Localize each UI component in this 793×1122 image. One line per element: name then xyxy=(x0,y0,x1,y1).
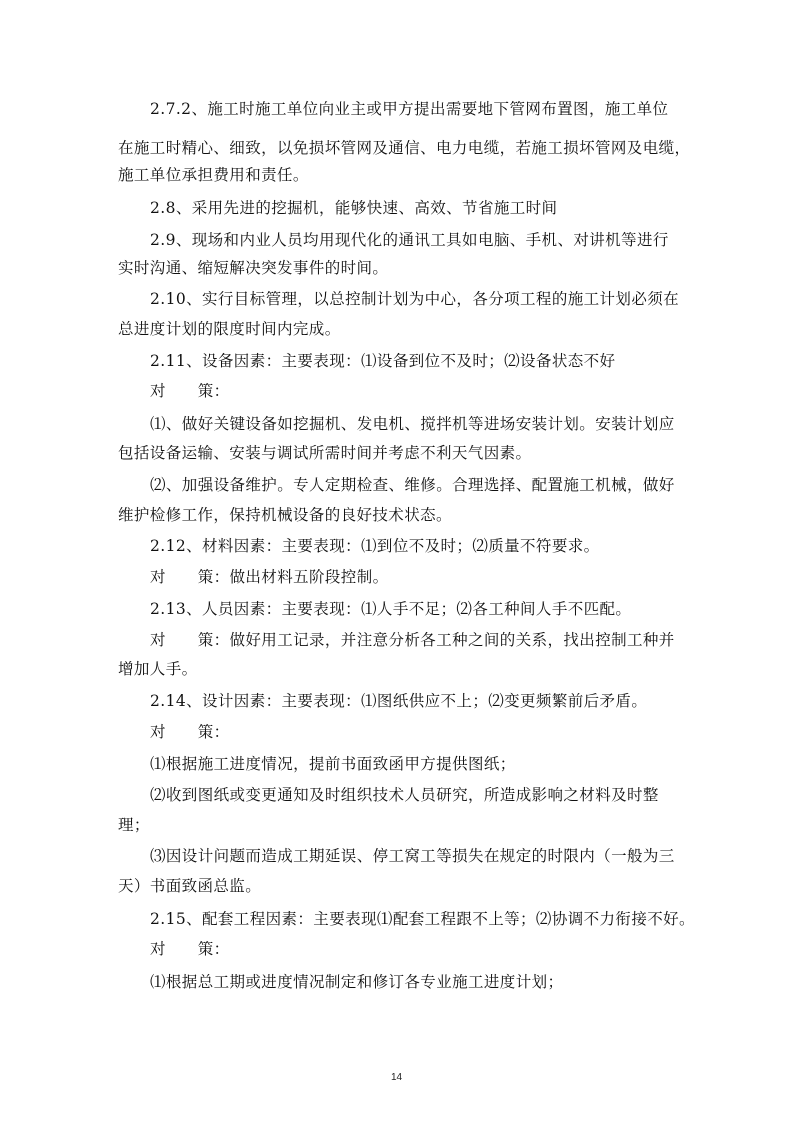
text-line-20: 2.14、设计因素：主要表现：⑴图纸供应不上；⑵变更频繁前后矛盾。 xyxy=(150,692,648,710)
text-line-25: ⑶因设计问题而造成工期延误、停工窝工等损失在规定的时限内（一般为三 xyxy=(150,847,675,865)
text-line-2: 在施工时精心、细致，以免损坏管网及通信、电力电缆，若施工损坏管网及电缆， xyxy=(118,139,691,157)
text-line-5: 2.9、现场和内业人员均用现代化的通讯工具如电脑、手机、对讲机等进行 xyxy=(150,231,669,249)
text-line-29: ⑴根据总工期或进度情况制定和修订各专业施工进度计划； xyxy=(150,973,564,991)
text-line-9: 2.11、设备因素：主要表现：⑴设备到位不及时；⑵设备状态不好 xyxy=(150,352,616,370)
text-line-15: 2.12、材料因素：主要表现：⑴到位不及时；⑵质量不符要求。 xyxy=(150,537,600,555)
page-number: 14 xyxy=(390,1072,403,1083)
text-line-23: ⑵收到图纸或变更通知及时组织技术人员研究，所造成影响之材料及时整 xyxy=(150,786,659,804)
text-line-22: ⑴根据施工进度情况，提前书面致函甲方提供图纸； xyxy=(150,755,516,773)
text-line-11: ⑴、做好关键设备如挖掘机、发电机、搅拌机等进场安装计划。安装计划应 xyxy=(150,415,675,433)
text-line-12: 包括设备运输、安装与调试所需时间并考虑不利天气因素。 xyxy=(118,444,532,462)
text-line-6: 实时沟通、缩短解决突发事件的时间。 xyxy=(118,259,389,277)
text-line-28: 对 策： xyxy=(150,940,230,958)
text-line-17: 2.13、人员因素：主要表现：⑴人手不足；⑵各工种间人手不匹配。 xyxy=(150,600,632,618)
text-line-16: 对 策：做出材料五阶段控制。 xyxy=(150,568,389,586)
text-line-27: 2.15、配套工程因素：主要表现⑴配套工程跟不上等；⑵协调不力衔接不好。 xyxy=(150,910,695,928)
text-line-10: 对 策： xyxy=(150,382,230,400)
text-line-4: 2.8、采用先进的挖掘机，能够快速、高效、节省施工时间 xyxy=(150,199,558,217)
text-line-24: 理； xyxy=(118,816,150,834)
text-line-8: 总进度计划的限度时间内完成。 xyxy=(118,320,341,338)
text-line-18: 对 策：做好用工记录，并注意分析各工种之间的关系，找出控制工种并 xyxy=(150,631,675,649)
text-line-19: 增加人手。 xyxy=(118,660,198,678)
text-line-13: ⑵、加强设备维护。专人定期检查、维修。合理选择、配置施工机械，做好 xyxy=(150,476,675,494)
text-line-26: 天）书面致函总监。 xyxy=(118,877,262,895)
text-line-3: 施工单位承担费用和责任。 xyxy=(118,166,309,184)
text-line-1: 2.7.2、施工时施工单位向业主或甲方提出需要地下管网布置图，施工单位 xyxy=(150,100,669,118)
text-line-21: 对 策： xyxy=(150,723,230,741)
text-line-7: 2.10、实行目标管理，以总控制计划为中心，各分项工程的施工计划必须在 xyxy=(150,290,680,308)
text-line-14: 维护检修工作，保持机械设备的良好技术状态。 xyxy=(118,506,452,524)
